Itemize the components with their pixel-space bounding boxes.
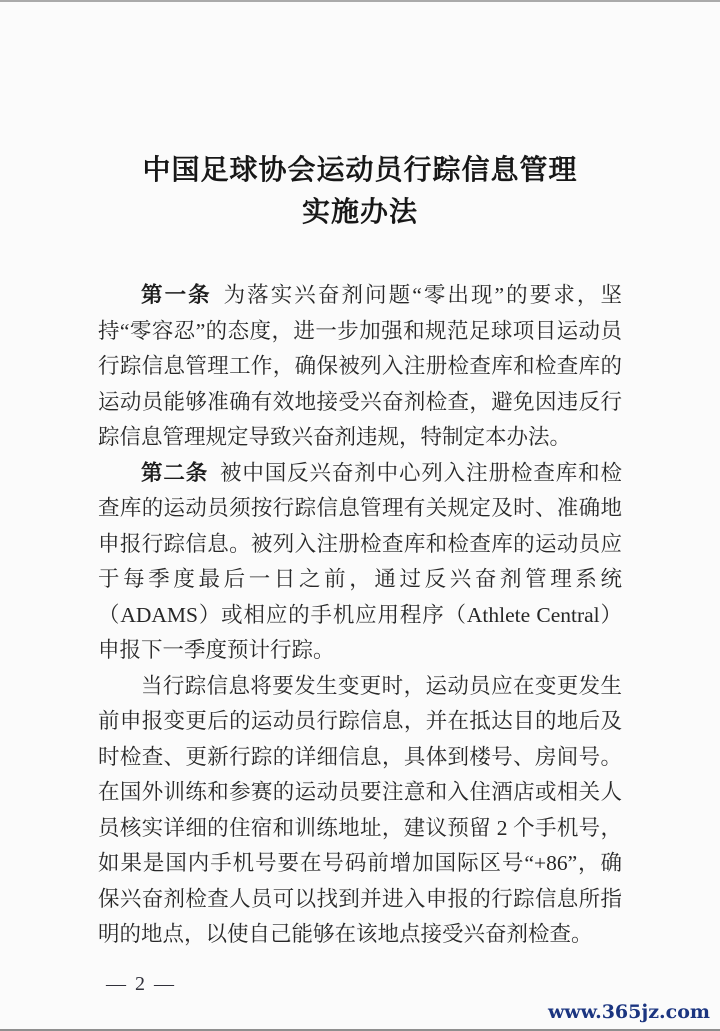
article-1-label: 第一条 bbox=[141, 283, 212, 307]
paragraph-article-1 bbox=[98, 278, 622, 456]
paragraph-article-2 bbox=[98, 456, 622, 669]
paragraph-3-text: 当行踪信息将要发生变更时，运动员应在变更发生前申报变更后的运动员行踪信息，并在抵达目的地后及时检查、更新行踪的详细信息，具体到楼号、房间号。在国外训练和参赛的运动员要注意和入住酒店或相关人员核实详细的住宿和训练地址，建议预留 2 个手机号，如果是国内手机号要在号码前增加国际区号“+86”，确保兴奋剂检查人员可以找到并进入申报的行踪信息所指明的地点，以使自己能够在该地点接受兴奋剂检查。 bbox=[98, 673, 622, 946]
document-title bbox=[0, 2, 720, 234]
article-2-label: 第二条 bbox=[141, 460, 209, 485]
watermark-url: www.365jz.com bbox=[547, 1001, 710, 1023]
paragraph-article-2-continued bbox=[98, 669, 622, 953]
article-1-text: 为落实兴奋剂问题“零出现”的要求，坚持“零容忍”的态度，进一步加强和规范足球项目运动员行踪信息管理工作，确保被列入注册检查库和检查库的运动员能够准确有效地接受兴奋剂检查，避免因违反行踪信息管理规定导致兴奋剂违规，特制定本办法。 bbox=[98, 283, 622, 449]
title-line-2: 实施办法 bbox=[301, 197, 418, 228]
document-body bbox=[98, 278, 622, 953]
article-2-text: 被中国反兴奋剂中心列入注册检查库和检查库的运动员须按行踪信息管理有关规定及时、准确地申报行踪信息。被列入注册检查库和检查库的运动员应于每季度最后一日之前，通过反兴奋剂管理系统（ADAMS）或相应的手机应用程序（Athlete Central）申报下一季度预计行踪。 bbox=[98, 460, 622, 662]
page-number: — 2 — bbox=[106, 972, 176, 995]
title-line-1: 中国足球协会运动员行踪信息管理 bbox=[142, 155, 578, 186]
